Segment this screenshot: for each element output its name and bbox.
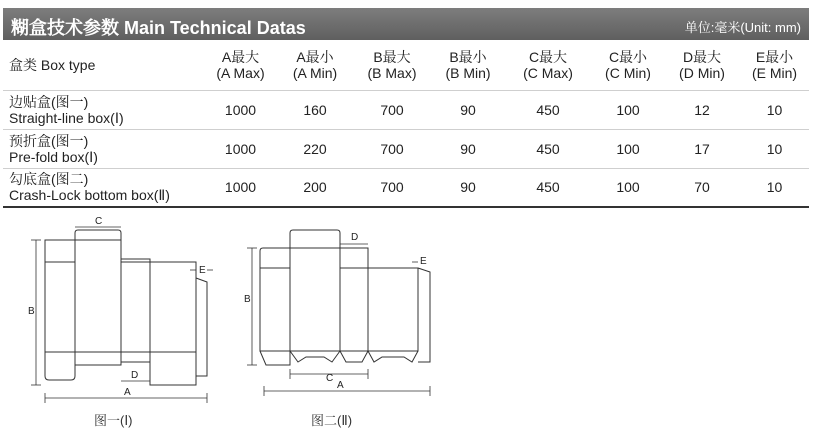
table-cell: 450 [504,90,592,129]
column-header: A最小 (A Min) [278,40,352,90]
dim-b-label: B [28,306,35,317]
column-header: B最小 (B Min) [432,40,504,90]
figure-1-caption: 图一(Ⅰ) [94,413,133,428]
column-header: C最小 (C Min) [592,40,664,90]
spec-table [3,40,809,208]
table-cell: 200 [278,168,352,207]
dim-e-label: E [199,265,206,276]
table-cell: 450 [504,168,592,207]
box-type-cell: 边贴盒(图一) Straight-line box(Ⅰ) [3,90,203,129]
table-cell: 220 [278,129,352,168]
column-header: B最大 (B Max) [352,40,432,90]
table-cell: 1000 [203,129,278,168]
table-cell: 10 [740,168,809,207]
table-cell: 10 [740,90,809,129]
table-cell: 1000 [203,90,278,129]
table-cell: 700 [352,90,432,129]
table-header-row [3,40,809,90]
table-cell: 700 [352,129,432,168]
table-row [3,168,809,207]
table-cell: 450 [504,129,592,168]
dim-c-label: C [95,216,103,227]
table-row [3,90,809,129]
table-cell: 10 [740,129,809,168]
page-title: 糊盒技术参数 Main Technical Datas [11,18,306,38]
dim-a-label: A [124,387,131,398]
column-header: A最大 (A Max) [203,40,278,90]
table-cell: 70 [664,168,740,207]
dim-b-label-2: B [244,294,251,305]
table-cell: 90 [432,168,504,207]
column-header: C最大 (C Max) [504,40,592,90]
dim-d-label: D [131,370,139,381]
table-cell: 100 [592,168,664,207]
column-header: E最小 (E Min) [740,40,809,90]
table-cell: 700 [352,168,432,207]
unit-label: 单位:毫米(Unit: mm) [684,20,801,35]
table-cell: 90 [432,129,504,168]
table-cell: 100 [592,90,664,129]
box-type-header: 盒类 Box type [3,40,203,90]
table-cell: 160 [278,90,352,129]
table-row [3,129,809,168]
table-cell: 100 [592,129,664,168]
table-cell: 17 [664,129,740,168]
table-cell: 12 [664,90,740,129]
dim-c-label-2: C [326,373,334,384]
box-type-cell: 勾底盒(图二) Crash-Lock bottom box(Ⅱ) [3,168,203,207]
box-type-cell: 预折盒(图一) Pre-fold box(Ⅰ) [3,129,203,168]
table-cell: 90 [432,90,504,129]
figure-2-caption: 图二(Ⅱ) [311,413,353,428]
title-bar [3,8,809,40]
top-flap [75,230,121,240]
dim-a-label-2: A [337,380,344,391]
column-header: D最大 (D Min) [664,40,740,90]
table-cell: 1000 [203,168,278,207]
dim-d-label-2: D [351,232,359,243]
figure-2-dieline [240,215,440,434]
dim-e-label-2: E [420,256,427,267]
